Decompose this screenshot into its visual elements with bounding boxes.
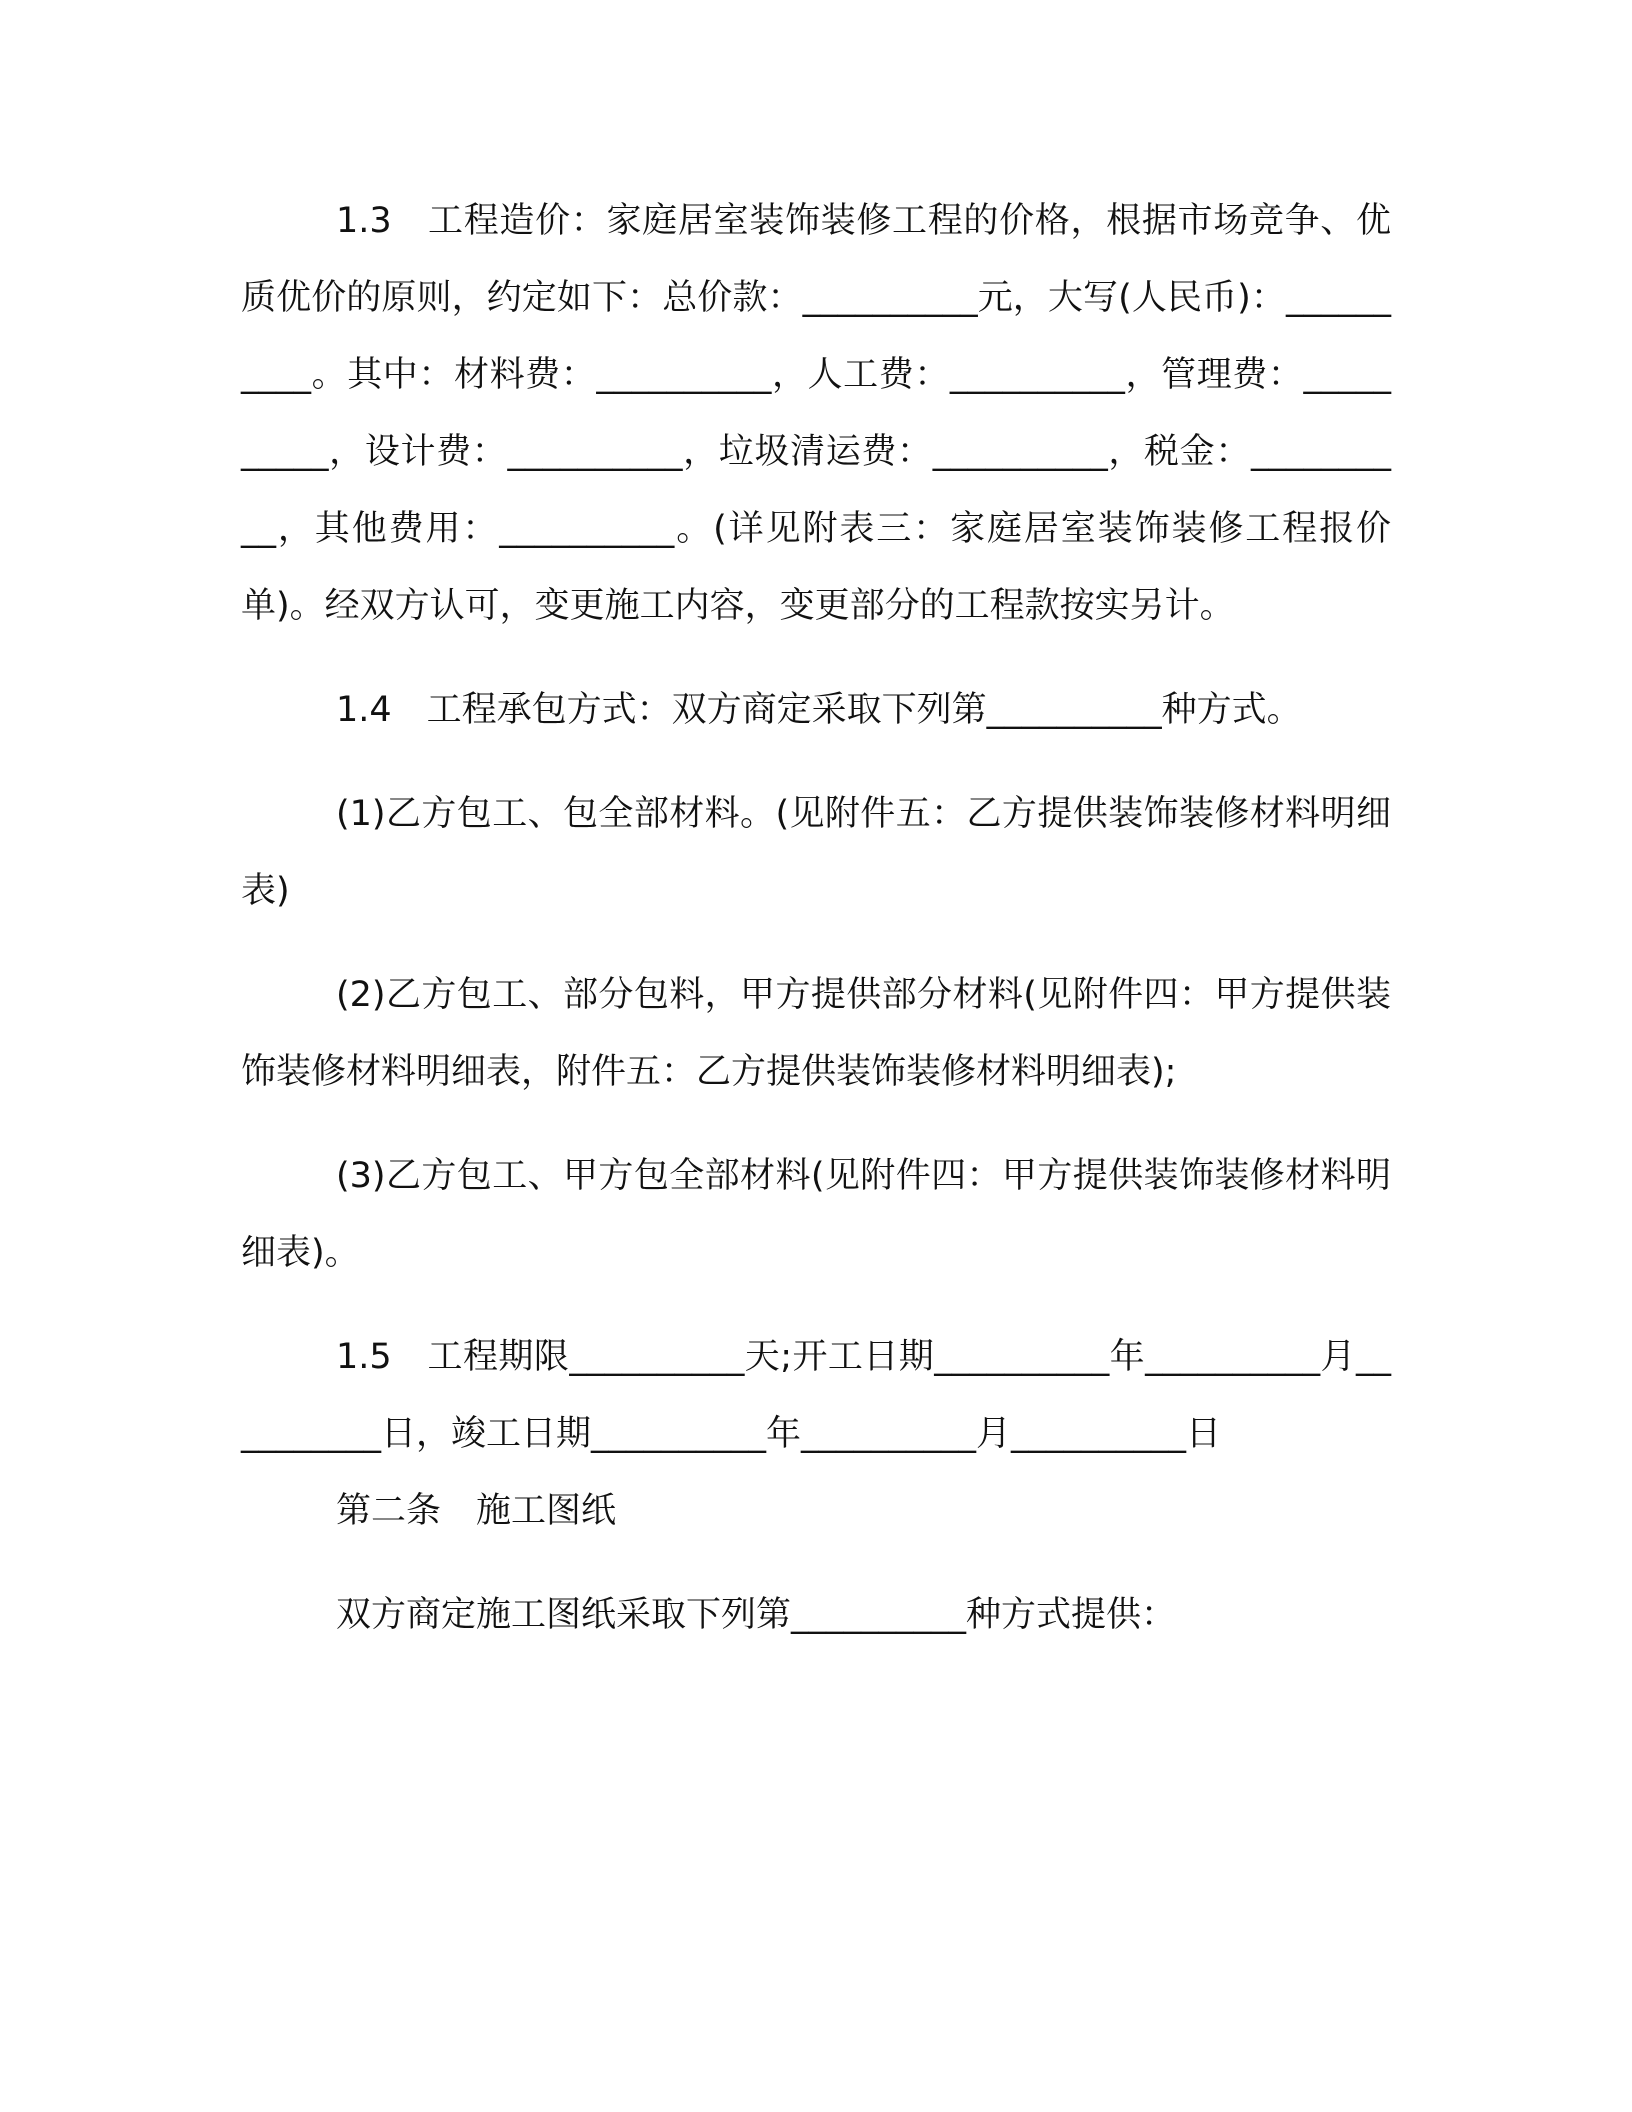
clause-1-4-paragraph: 1.4 工程承包方式：双方商定采取下列第__________种方式。 [336, 690, 1302, 730]
clause-1-3-paragraph: 1.3 工程造价：家庭居室装饰装修工程的价格，根据市场竞争、优质优价的原则，约定如下：总价款：__________元，大写(人民币)：__________。其中：材料费：__________，人工费：__________，管理费：__________，设计费：__________，垃圾清运费：__________，税金：__________，其他费用：__________。(详见附表三：家庭居室装饰装修工程报价单)。经双方认可，变更施工内容，变更部分的工程款按实另计。 [241, 201, 1391, 626]
option-2-paragraph: (2)乙方包工、部分包料，甲方提供部分材料(见附件四：甲方提供装饰装修材料明细表，附件五：乙方提供装饰装修材料明细表); [241, 975, 1391, 1092]
document-body [241, 183, 1391, 1654]
option-3-paragraph: (3)乙方包工、甲方包全部材料(见附件四：甲方提供装饰装修材料明细表)。 [241, 1156, 1391, 1273]
article-2-heading: 第二条 施工图纸 [336, 1491, 617, 1531]
clause-1-5-paragraph: 1.5 工程期限__________天;开工日期__________年__________月__________日，竣工日期__________年__________月__________日 [241, 1337, 1391, 1454]
option-1-paragraph: (1)乙方包工、包全部材料。(见附件五：乙方提供装饰装修材料明细表) [241, 794, 1391, 911]
drawings-method-paragraph: 双方商定施工图纸采取下列第__________种方式提供： [336, 1595, 1177, 1635]
